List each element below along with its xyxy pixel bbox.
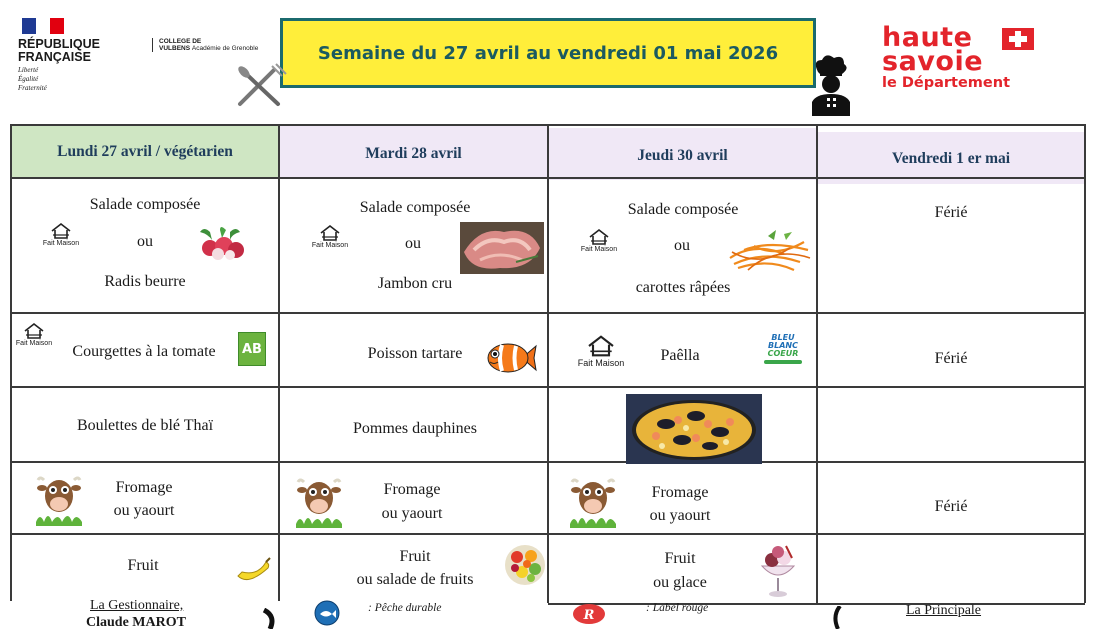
- cow-icon: [294, 474, 344, 528]
- mon-cheese-1: Fromage: [115, 479, 173, 496]
- tue-main: Poisson tartare: [367, 345, 463, 362]
- tue-dessert-2: ou salade de fruits: [356, 571, 474, 588]
- fait-maison-icon: [574, 228, 624, 254]
- swiss-cross-icon: [1002, 28, 1034, 50]
- tue-side: Pommes dauphines: [353, 420, 477, 437]
- fait-maison-icon: [36, 222, 86, 248]
- tue-cheese-1: Fromage: [383, 481, 441, 498]
- fait-maison-label: Fait Maison: [311, 242, 349, 249]
- grid-line: [278, 124, 280, 601]
- republique-line2: FRANÇAISE: [18, 50, 91, 64]
- paella-image: [626, 394, 762, 464]
- motto-egalite: Égalité: [18, 75, 39, 83]
- cow-icon: [34, 472, 84, 526]
- tue-starter-a: Salade composée: [359, 199, 471, 216]
- college-line1: COLLEGE DE: [159, 38, 202, 45]
- manager-name: Claude MAROT: [86, 615, 186, 630]
- fait-maison-label: Fait Maison: [15, 340, 53, 347]
- bbc-line1: BLEU: [771, 333, 795, 342]
- thu-starter-b: carottes râpées: [635, 279, 731, 296]
- manager-title: La Gestionnaire,: [90, 598, 184, 613]
- peche-durable-legend: : Pêche durable: [368, 602, 442, 614]
- radish-image: [196, 226, 250, 262]
- day-header-friday: Vendredi 1 er mai: [891, 150, 1011, 167]
- label-rouge-icon: [572, 603, 606, 625]
- thu-main: Paêlla: [660, 347, 700, 364]
- day-header-tuesday: Mardi 28 avril: [365, 145, 462, 162]
- grid-line: [547, 124, 549, 603]
- motto-liberte: Liberté: [18, 66, 39, 74]
- banana-icon: [234, 556, 274, 586]
- day-header-thursday: Jeudi 30 avril: [637, 147, 728, 164]
- mon-dessert: Fruit: [127, 557, 159, 574]
- logo-line3: le Département: [882, 75, 1011, 91]
- logo-line1: haute: [882, 22, 973, 53]
- bbc-line2: BLANC: [768, 341, 798, 350]
- grid-line: [10, 124, 12, 601]
- ham-image: [460, 222, 544, 274]
- fri-cheese: Férié: [934, 498, 968, 515]
- thu-cheese-2: ou yaourt: [649, 507, 711, 524]
- label-rouge-legend: : Label rouge: [646, 602, 709, 614]
- republique-line1: RÉPUBLIQUE: [18, 37, 100, 51]
- svg-text:R: R: [583, 608, 595, 623]
- grid-line: [816, 124, 818, 603]
- grated-carrots-image: [724, 228, 814, 274]
- grid-line: [548, 603, 1085, 605]
- day-header-monday: Lundi 27 avril / végétarien: [57, 143, 233, 160]
- tue-dessert-1: Fruit: [399, 548, 431, 565]
- french-flag-icon: [22, 18, 64, 34]
- mon-starter-a: Salade composée: [89, 196, 201, 213]
- fait-maison-icon: [568, 334, 634, 369]
- tue-starter-or: ou: [405, 235, 421, 252]
- republique-francaise-logo: [18, 18, 158, 93]
- thu-dessert-1: Fruit: [664, 550, 696, 567]
- logo-line2: savoie: [882, 46, 984, 77]
- ice-cream-icon: [756, 544, 800, 598]
- signature-mark: [260, 608, 280, 629]
- organic-ab-icon: AB: [238, 332, 266, 366]
- college-logo: [152, 38, 258, 52]
- tue-cheese-2: ou yaourt: [381, 505, 443, 522]
- week-banner: [280, 18, 816, 88]
- thu-cheese-1: Fromage: [651, 484, 709, 501]
- clownfish-icon: [486, 340, 538, 376]
- signature-mark: [830, 606, 846, 629]
- chef-icon: [806, 52, 854, 116]
- college-line2: VULBENS: [159, 45, 191, 52]
- fri-main: Férié: [934, 350, 968, 367]
- fri-starter: Férié: [934, 204, 968, 221]
- bbc-line3: COEUR: [767, 349, 799, 358]
- motto-fraternite: Fraternité: [18, 84, 47, 92]
- fruit-salad-icon: [504, 544, 546, 586]
- mon-starter-or: ou: [137, 233, 153, 250]
- fait-maison-icon: [300, 224, 360, 250]
- thu-starter-a: Salade composée: [627, 201, 739, 218]
- banner-title: Semaine du 27 avril au vendredi 01 mai 2026: [317, 42, 779, 64]
- mon-cheese-2: ou yaourt: [113, 502, 175, 519]
- bleu-blanc-coeur-icon: [756, 334, 810, 368]
- mon-starter-b: Radis beurre: [104, 273, 186, 290]
- fait-maison-label: Fait Maison: [577, 358, 625, 368]
- grid-line: [1084, 124, 1086, 603]
- haute-savoie-logo: [882, 22, 1011, 92]
- fait-maison-label: Fait Maison: [42, 240, 80, 247]
- mon-side: Boulettes de blé Thaï: [76, 417, 214, 434]
- principal-title: La Principale: [906, 603, 982, 618]
- college-academy: Académie de Grenoble: [191, 45, 259, 52]
- cow-icon: [568, 474, 618, 528]
- fait-maison-label: Fait Maison: [580, 246, 618, 253]
- thu-dessert-2: ou glace: [653, 574, 707, 591]
- mon-main: Courgettes à la tomate: [72, 343, 216, 360]
- fait-maison-icon: [14, 322, 54, 348]
- thu-starter-or: ou: [674, 237, 690, 254]
- peche-durable-icon: [314, 600, 340, 626]
- tue-starter-b: Jambon cru: [377, 275, 453, 292]
- cutlery-icon: [232, 62, 290, 110]
